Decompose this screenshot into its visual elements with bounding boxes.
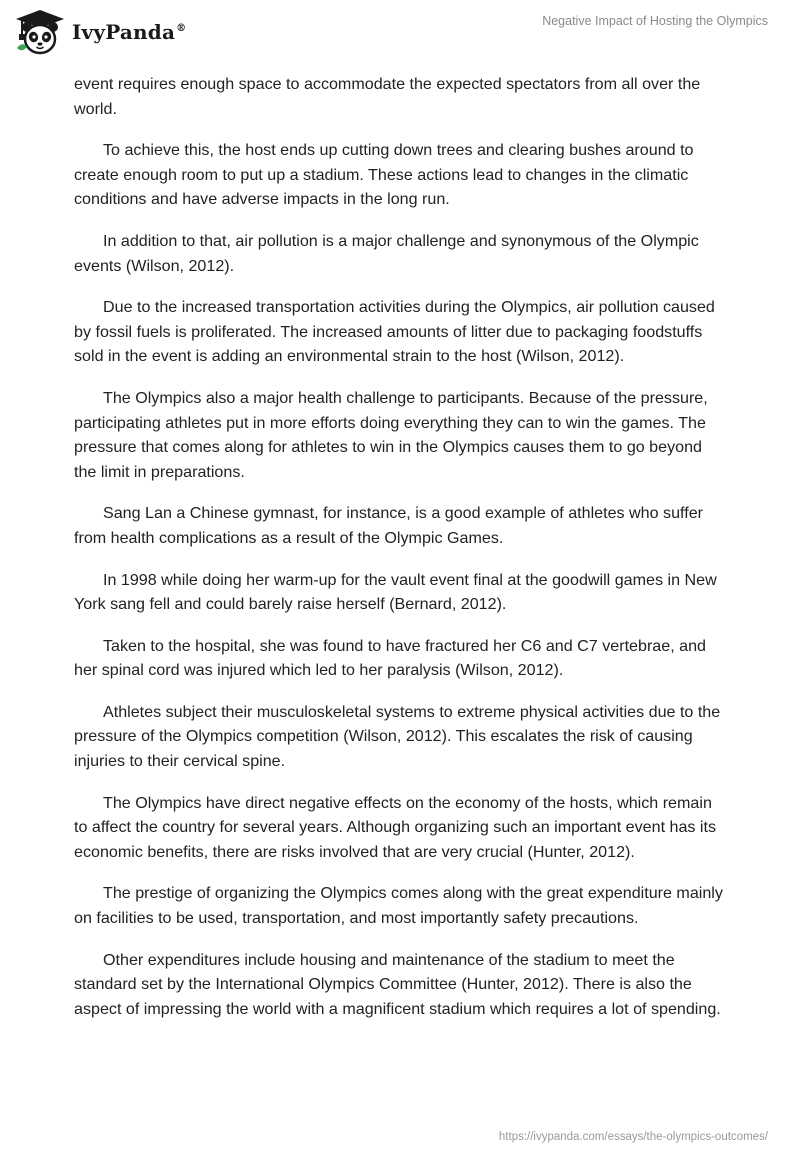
paragraph: The Olympics also a major health challenge to participants. Because of the pressure, participating athletes put in more efforts doing everything they can to win the games. The pressure that comes along for athletes to win in the Olympics causes them to go beyond the limit in preparations. bbox=[74, 388, 708, 481]
document-title: Negative Impact of Hosting the Olympics bbox=[542, 14, 768, 28]
paragraph: The prestige of organizing the Olympics comes along with the great expenditure mainly on facilities to be used, transportation, and most importantly safety precautions. bbox=[74, 884, 723, 928]
paragraph: In 1998 while doing her warm-up for the vault event final at the goodwill games in New York sang fell and could barely raise herself (Bernard, 2012). bbox=[74, 570, 717, 614]
paragraph: Due to the increased transportation activities during the Olympics, air pollution caused by fossil fuels is proliferated. The increased amounts of litter due to packaging foodstuffs sold in the event is adding an environmental strain to the host (Wilson, 2012). bbox=[74, 298, 715, 366]
paragraph: Sang Lan a Chinese gymnast, for instance, is a good example of athletes who suffer from health complications as a result of the Olympic Games. bbox=[74, 504, 704, 547]
source-url-link[interactable]: https://ivypanda.com/essays/the-olympics-outcomes/ bbox=[498, 1131, 768, 1143]
paragraph: In addition to that, air pollution is a major challenge and synonymous of the Olympic events (Wilson, 2012). bbox=[74, 231, 699, 275]
brand-logo[interactable] bbox=[14, 8, 186, 56]
brand-name bbox=[72, 20, 186, 44]
brand-name-text: IvyPanda bbox=[72, 20, 176, 44]
page-header bbox=[0, 0, 800, 70]
panda-graduation-cap-icon bbox=[14, 8, 66, 56]
paragraph: event requires enough space to accommodate the expected spectators from all over the world. bbox=[74, 75, 701, 118]
paragraph: To achieve this, the host ends up cutting down trees and clearing bushes around to create enough room to put up a stadium. These actions lead to changes in the climatic conditions and have adverse impacts in the long run. bbox=[74, 141, 694, 209]
essay-body bbox=[74, 72, 726, 1038]
paragraph: Athletes subject their musculoskeletal systems to extreme physical activities due to the pressure of the Olympics competition (Wilson, 2012). This escalates the risk of causing injuries to their cervical spine. bbox=[74, 702, 721, 771]
paragraph: Other expenditures include housing and maintenance of the stadium to meet the standard set by the International Olympics Committee (Hunter, 2012). There is also the aspect of impressing the world with a magnificent stadium which requires a lot of spending. bbox=[74, 950, 721, 1018]
paragraph: Taken to the hospital, she was found to have fractured her C6 and C7 vertebrae, and her spinal cord was injured which led to her paralysis (Wilson, 2012). bbox=[74, 636, 706, 680]
paragraph: The Olympics have direct negative effects on the economy of the hosts, which remain to affect the country for several years. Although organizing such an important event has its economic benefits, there are risks involved that are very crucial (Hunter, 2012). bbox=[74, 793, 717, 861]
registered-mark: ® bbox=[176, 23, 187, 35]
